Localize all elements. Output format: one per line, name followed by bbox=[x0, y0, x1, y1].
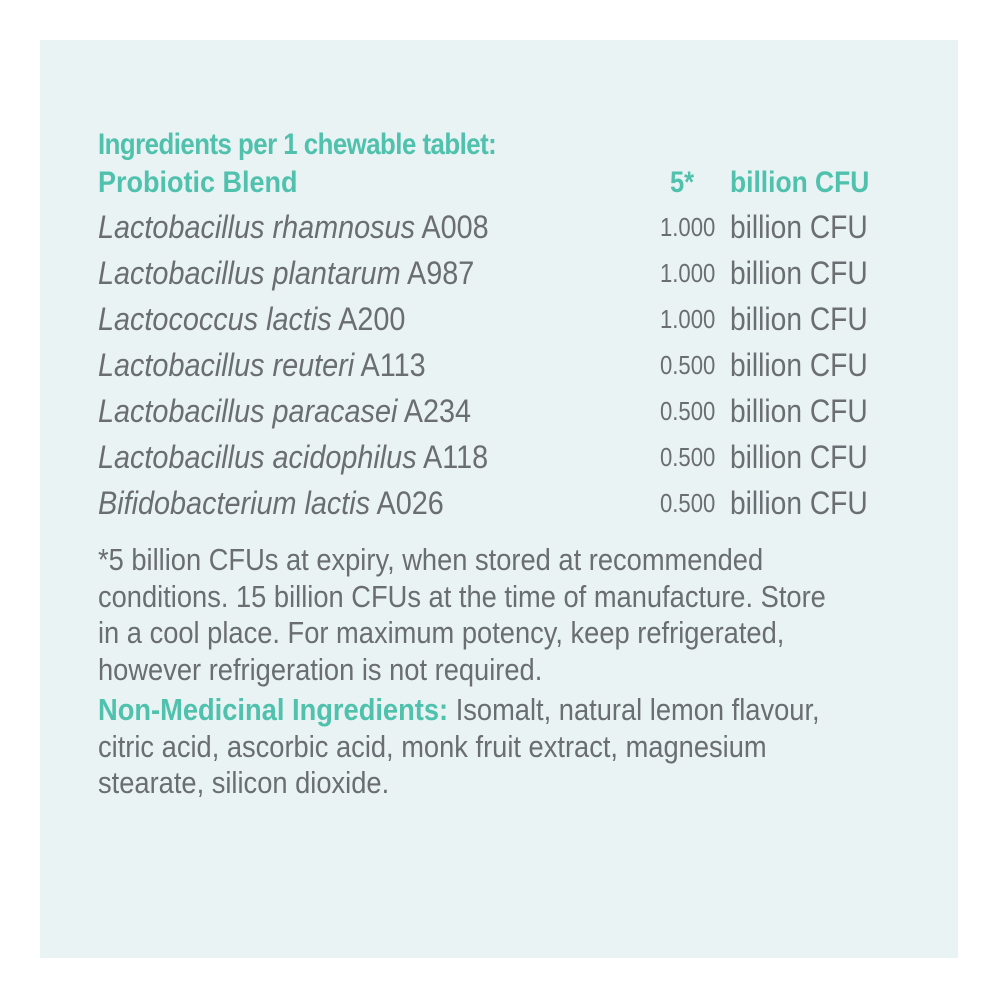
strain-species: Lactobacillus reuteri bbox=[98, 347, 355, 383]
strain-code: A026 bbox=[376, 485, 444, 521]
strain-unit: billion CFU bbox=[730, 439, 868, 475]
strain-species: Lactobacillus plantarum bbox=[98, 255, 401, 291]
strain-unit: billion CFU bbox=[730, 209, 868, 245]
strain-species: Lactobacillus rhamnosus bbox=[98, 209, 415, 245]
strain-code: A113 bbox=[360, 347, 426, 383]
blend-unit: billion CFU bbox=[730, 166, 870, 199]
storage-footnote bbox=[98, 542, 916, 688]
strain-amount: 1.000 bbox=[660, 212, 716, 242]
strain-species: Bifidobacterium lactis bbox=[98, 485, 371, 521]
non-medicinal-line: citric acid, ascorbic acid, monk fruit extract, magnesium bbox=[98, 728, 767, 764]
footnote-line: however refrigeration is not required. bbox=[98, 651, 543, 687]
strain-amount: 1.000 bbox=[660, 304, 716, 334]
strain-amount: 0.500 bbox=[660, 396, 716, 426]
strain-row bbox=[98, 342, 918, 388]
strain-code: A200 bbox=[338, 301, 406, 337]
blend-amount: 5* bbox=[670, 166, 695, 199]
strain-code: A118 bbox=[423, 439, 489, 475]
strain-species: Lactobacillus paracasei bbox=[98, 393, 398, 429]
strain-row bbox=[98, 388, 918, 434]
strain-species: Lactobacillus acidophilus bbox=[98, 439, 417, 475]
strain-unit: billion CFU bbox=[730, 347, 868, 383]
non-medicinal-line: stearate, silicon dioxide. bbox=[98, 765, 390, 800]
non-medicinal-label: Non-Medicinal Ingredients: bbox=[98, 692, 449, 727]
strain-unit: billion CFU bbox=[730, 485, 868, 521]
strain-unit: billion CFU bbox=[730, 393, 868, 429]
strain-amount: 1.000 bbox=[660, 258, 716, 288]
strain-name bbox=[98, 250, 474, 296]
non-medicinal-text: Isomalt, natural lemon flavour, bbox=[448, 692, 820, 727]
strain-row bbox=[98, 250, 918, 296]
ingredients-content bbox=[98, 128, 918, 802]
strain-row bbox=[98, 296, 918, 342]
strain-amount: 0.500 bbox=[660, 488, 716, 518]
strain-row bbox=[98, 204, 918, 250]
blend-name: Probiotic Blend bbox=[98, 166, 298, 199]
strain-species: Lactococcus lactis bbox=[98, 301, 332, 337]
strain-code: A008 bbox=[421, 209, 489, 245]
non-medicinal-ingredients bbox=[98, 692, 916, 802]
strain-name bbox=[98, 480, 444, 526]
strain-amount: 0.500 bbox=[660, 442, 716, 472]
strain-name bbox=[98, 342, 426, 388]
strain-code: A987 bbox=[406, 255, 475, 291]
ingredients-title: Ingredients per 1 chewable tablet: bbox=[98, 128, 497, 161]
strain-name bbox=[98, 388, 471, 434]
footnote-line: *5 billion CFUs at expiry, when stored at recommended bbox=[98, 542, 764, 577]
strain-row bbox=[98, 434, 918, 480]
strain-row bbox=[98, 480, 918, 526]
non-medicinal-line bbox=[98, 692, 916, 729]
strain-amount: 0.500 bbox=[660, 350, 716, 380]
footnote-line: conditions. 15 billion CFUs at the time of manufacture. Store bbox=[98, 578, 826, 614]
strain-name bbox=[98, 296, 405, 342]
strain-code: A234 bbox=[403, 393, 472, 429]
strain-unit: billion CFU bbox=[730, 301, 868, 337]
strain-unit: billion CFU bbox=[730, 255, 868, 291]
footnote-line: in a cool place. For maximum potency, keep refrigerated, bbox=[98, 615, 785, 650]
probiotic-blend-row bbox=[98, 162, 918, 204]
ingredients-panel bbox=[40, 40, 958, 958]
strain-name bbox=[98, 434, 488, 480]
strain-name bbox=[98, 204, 489, 250]
